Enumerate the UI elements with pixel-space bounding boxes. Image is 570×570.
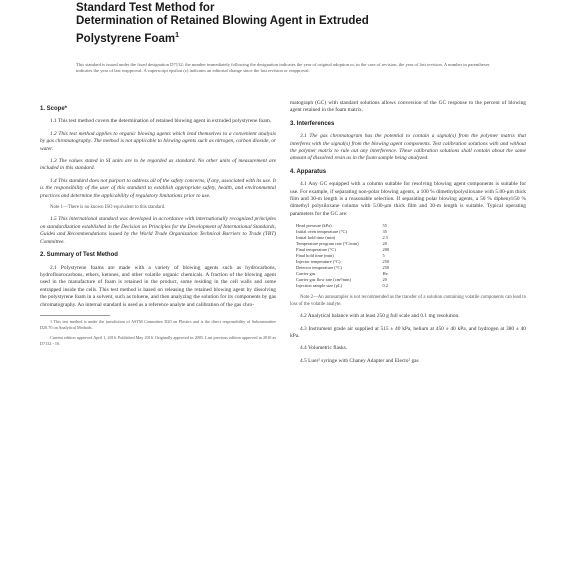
title-text: Polystyrene Foam	[76, 32, 176, 45]
note-1: Note 1—There is no known ISO equivalent to this standard.	[50, 205, 166, 211]
designation-notice: This standard is issued under the fixed designation D7132; the number immediately following the designation indicates the year of original adoption or, in the case of revision, the year of last revision. A number in parentheses indicates the year of last reapproval. A superscript epsilon (ε) indicates an editorial change since the last revision or reapproval.	[76, 62, 490, 73]
footnote-divider	[40, 315, 110, 316]
gc-parameter-value: 20	[382, 277, 387, 283]
gc-parameter-label: Carrier gas	[296, 271, 316, 277]
gc-parameter-label: Final hold time (min)	[296, 253, 334, 259]
gc-parameter-value: 35	[382, 229, 387, 235]
gc-parameter-label: Head pressure (kPa)	[296, 223, 332, 229]
left-column	[40, 100, 276, 351]
section-heading-summary: 2. Summary of Test Method	[40, 252, 118, 259]
note-2: Note 2—An autosampler is not recommended as the transfer of a solution containing volatile components can lead to loss of the volatile analyte.	[290, 295, 526, 307]
right-column	[290, 100, 526, 370]
paragraph-2-1-continued: matograph (GC) with standard solutions allows conversion of the GC response to the percent of blowing agent retained in the foam matrix.	[290, 100, 526, 114]
paragraph-4-2: 4.2 Analytical balance with at least 250 g full scale and 0.1 mg resolution.	[300, 313, 460, 320]
paragraph-1-1: 1.1 This test method covers the determination of retained blowing agent in extruded polystyrene foam.	[50, 118, 272, 125]
gc-parameter-row	[296, 283, 393, 289]
footnote-1: 1 This test method is under the jurisdiction of ASTM Committee D20 on Plastics and is the direct responsibility of Subcommittee D20.70 on Analytical Methods.	[40, 318, 276, 330]
gc-parameter-value: 5	[382, 253, 385, 259]
paragraph-2-1: 2.1 Polystyrene foams are made with a variety of blowing agents such as hydrocarbons, hydrofluorocarbons, ethers, ketones, and other volatile organic chemicals. A fraction of the blowing agent used in the manufacture of foam is retained in the product, some residing in the cell walls and some entrapped inside the cells. This test method is based on releasing the retained blowing agent by dissolving the polystyrene foam in a solvent, such as toluene, and then analyzing the solution for its components by gas chromatography. An internal standard is used as a reference analyte and calibration of the gas chro-	[40, 264, 276, 308]
paragraph-1-4: 1.4 This standard does not purport to address all of the safety concerns, if any, associated with its use. It is the responsibility of the user of this standard to establish appropriate safety, health, and environmental practices and determine the applicability of regulatory limitations prior to use.	[40, 177, 276, 199]
paragraph-1-2: 1.2 This test method applies to organic blowing agents which lend themselves to a convenient analysis by gas chromatography. The method is not applicable to blowing agents such as nitrogen, carbon dioxide, or water.	[40, 130, 276, 152]
gc-parameter-label: Carrier gas flow rate (cm³/min)	[296, 277, 351, 283]
gc-parameter-value: 2.5	[382, 235, 389, 241]
document-title-line2: Determination of Retained Blowing Agent in Extruded	[76, 15, 369, 27]
gc-parameter-value: 0.2	[382, 283, 389, 289]
gc-parameters-table	[296, 223, 393, 289]
section-heading-interferences: 3. Interferences	[290, 120, 335, 127]
paragraph-4-1: 4.1 Any GC equipped with a column suitable for resolving blowing agent components is suitable for use. For example, if separating non-polar blowing agents, a 100 % dimethylpolysiloxane with 5.00-μm thick film and 30-m length is a reasonable selection. If separating polar blowing agents, a 50 % diphenyl/50 % dimethyl polysiloxane column with 5.00-μm thick film and 30-m length is suitable. Typical operating parameters for the GC are:	[290, 181, 526, 217]
gc-parameter-label: Detector temperature (°C)	[296, 265, 342, 271]
gc-parameter-label: Temperature program rate (°C/min)	[296, 241, 359, 247]
gc-parameter-label: Initial hold time (min)	[296, 235, 336, 241]
gc-parameter-value: 250	[382, 259, 390, 265]
document-title-line3	[76, 29, 496, 46]
gc-parameter-label: Final temperature (°C)	[296, 247, 336, 253]
paragraph-1-3: 1.3 The values stated in SI units are to be regarded as standard. No other units of measurement are included in this standard.	[40, 158, 276, 172]
paragraph-3-1: 3.1 The gas chromatogram has the potential to contain a signal(s) from the polymer matrix that interferes with the signal(s) from the blowing agent components. Test calibration solutions with and without the polymer matrix to rule out any interference. These calibration solutions shall contain about the same amount of dissolved resin as in the foam sample being analyzed.	[290, 133, 526, 162]
gc-parameter-value: He	[382, 271, 388, 277]
section-heading-apparatus: 4. Apparatus	[290, 168, 327, 175]
title-footnote-mark: 1	[175, 32, 179, 39]
gc-parameter-label: Initial oven temperature (°C)	[296, 229, 347, 235]
document-title-line1: Standard Test Method for	[76, 2, 215, 14]
gc-parameter-label: Injector temperature (°C)	[296, 259, 341, 265]
section-heading-scope: 1. Scope*	[40, 106, 68, 112]
paragraph-4-5: 4.5 Luer² syringe with Chaney Adapter and Electo² gas	[300, 357, 419, 364]
gc-parameter-value: 55	[382, 223, 387, 229]
gc-parameter-value: 20	[382, 241, 387, 247]
paragraph-1-5: 1.5 This international standard was developed in accordance with internationally recognized principles on standardization established in the Decision on Principles for the Development of International Standards, Guides and Recommendations issued by the World Trade Organization Technical Barriers to Trade (TBT) Committee.	[40, 216, 276, 245]
gc-parameter-value: 200	[382, 247, 390, 253]
gc-parameter-value: 250	[382, 265, 390, 271]
paragraph-4-3: 4.3 Instrument grade air supplied at 515 ± 40 kPa, helium at 450 ± 40 kPa, and hydrogen at 380 ± 40 kPa.	[290, 325, 526, 339]
gc-parameter-label: Injection sample size (μL)	[296, 283, 343, 289]
footnote-2: Current edition approved April 1, 2016. Published May 2016. Originally approved in 2005. Last previous edition approved in 2010 as D7132 - 10.	[40, 335, 276, 346]
paragraph-4-4: 4.4 Volumetric flasks.	[300, 345, 348, 352]
